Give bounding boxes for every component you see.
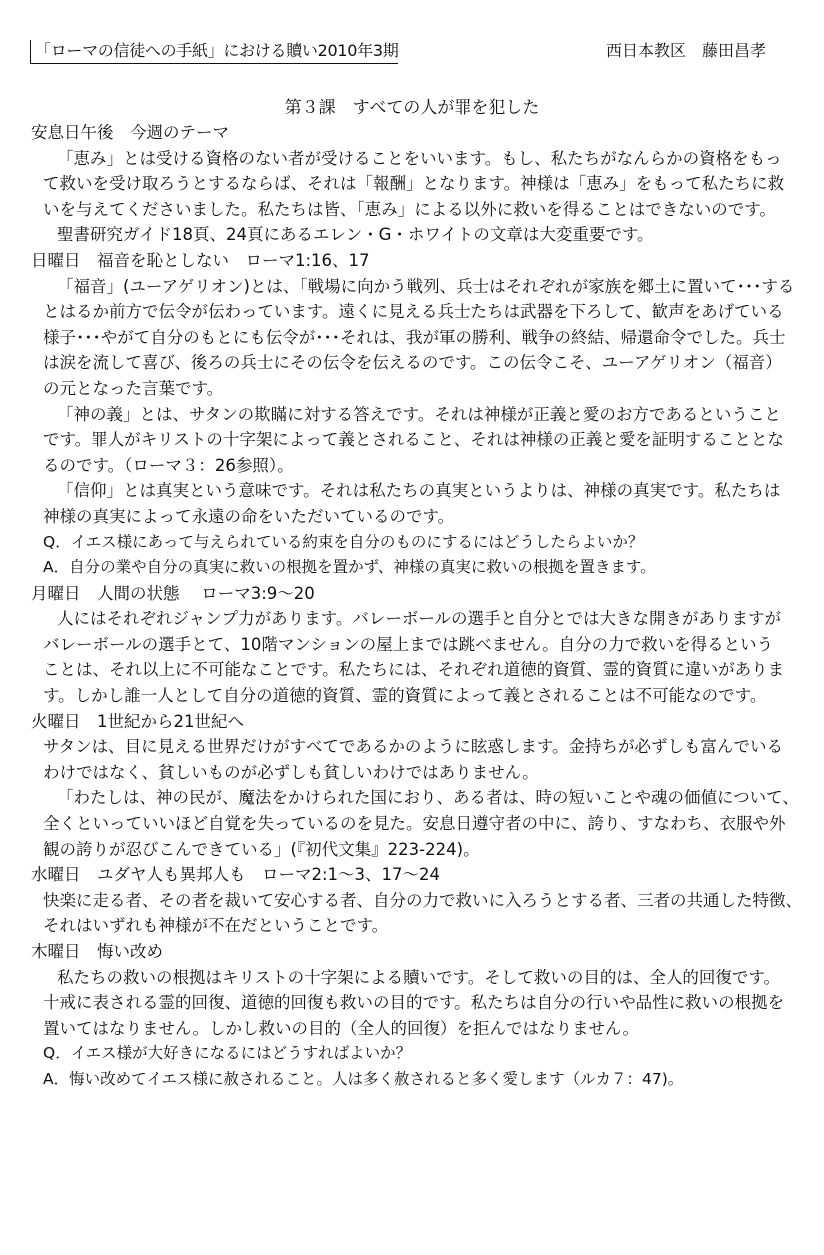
body-line: とはるか前方で伝令が伝わっています。遠くに見える兵士たちは武器を下ろして、歓声をあげている <box>43 302 784 322</box>
body-line: 置いてはなりません。しかし救いの目的（全人的回復）を拒んではなりません。 <box>43 1018 639 1038</box>
qa-line: Q．イエス様が大好きになるにはどうすればよいか？ <box>43 1044 412 1063</box>
section-heading: 火曜日 1世紀から21世紀へ <box>31 711 244 731</box>
body-line: わけではなく、貧しいものが必ずしも貧しいわけではありません。 <box>43 762 539 782</box>
document-header <box>30 40 794 66</box>
qa-line: Q．イエス様にあって与えられている約束を自分のものにするにはどうしたらよいか？ <box>43 532 644 551</box>
paragraph-first-line: 私たちの救いの根拠はキリストの十字架による贖いです。そして救いの目的は、全人的回復です。 <box>57 967 781 987</box>
paragraph-first-line: 人にはそれぞれジャンプ力があります。バレーボールの選手と自分とでは大きな開きがありますが <box>57 609 782 629</box>
body-line: は涙を流して喜び、後ろの兵士にその伝令を伝えるのです。この伝令こそ、ユーアゲリオン（福音） <box>43 353 782 373</box>
body-line: バレーボールの選手とて、10階マンションの屋上までは跳べません。自分の力で救いを得るという <box>43 634 774 654</box>
paragraph-first-line: 「わたしは、神の民が、魔法をかけられた国におり、ある者は、時の短いことや魂の価値について、 <box>57 788 799 808</box>
body-line: の元となった言葉です。 <box>43 378 224 398</box>
body-line: 観の誇りが忍びこんできている」(『初代文集』223-224)。 <box>43 839 480 859</box>
lesson-body <box>31 120 801 1093</box>
section-heading: 木曜日 悔い改め <box>31 942 163 961</box>
author-name: 西日本教区 藤田昌孝 <box>606 41 767 60</box>
body-line: て救いを受け取ろうとするならば、それは「報酬」となります。神様は「恵み」をもって私たちに救 <box>43 174 785 194</box>
section-heading: 水曜日 ユダヤ人も異邦人も ローマ2:1〜3、17〜24 <box>31 865 441 885</box>
qa-line: A．自分の業や自分の真実に救いの根拠を置かず、神様の真実に救いの根拠を置きます。 <box>43 558 656 577</box>
paragraph-first-line: 「神の義」とは、サタンの欺瞞に対する答えです。それは神様が正義と愛のお方であるということ <box>57 404 781 424</box>
body-line: るのです。（ローマ３：26参照）。 <box>43 455 294 475</box>
body-line: 神様の真実によって永遠の命をいただいているのです。 <box>43 506 455 526</box>
paragraph-first-line: 「恵み」とは受ける資格のない者が受けることをいいます。もし、私たちがなんらかの資格をもっ <box>57 148 782 168</box>
body-line: 全くといっていいほど自覚を失っているのを見た。安息日遵守者の中に、誇り、すなわち、衣服や外 <box>43 814 786 834</box>
body-line: いを与えてくださいました。私たちは皆、「恵み」による以外に救いを得ることはできないのです。 <box>43 199 776 219</box>
section-heading: 日曜日 福音を恥としない ローマ1:16、17 <box>31 250 370 270</box>
paragraph-first-line: 「信仰」とは真実という意味です。それは私たちの真実というよりは、神様の真実です。私たちは <box>57 481 781 501</box>
body-line: です。罪人がキリストの十字架によって義とされること、それは神様の正義と愛を証明することとな <box>43 430 784 450</box>
body-line: ことは、それ以上に不可能なことです。私たちには、それぞれ道徳的資質、霊的資質に違いがありま <box>43 660 785 680</box>
paragraph-first-line: 「福音」(ユーアゲリオン)とは、「戦場に向かう戦列、兵士はそれぞれが家族を郷土に置いて･･･する <box>57 276 795 296</box>
paragraph-first-line: 聖書研究ガイド18頁、24頁にあるエレン・G・ホワイトの文章は大変重要です。 <box>57 225 654 245</box>
series-title: 「ローマの信徒への手紙」における贖い2010年3期 <box>30 40 398 64</box>
qa-line: A．悔い改めてイエス様に赦されること。人は多く赦されると多く愛します（ルカ７：47)。 <box>43 1069 684 1088</box>
lesson-title: 第３課 すべての人が罪を犯した <box>284 98 540 118</box>
section-heading: 安息日午後 今週のテーマ <box>31 123 229 142</box>
body-line: それはいずれも神様が不在だということです。 <box>43 916 389 936</box>
body-line: 十戒に表される霊的回復、道徳的回復も救いの目的です。私たちは自分の行いや品性に救いの根拠を <box>43 993 785 1013</box>
body-line: す。しかし誰一人として自分の道徳的資質、霊的資質によって義とされることは不可能なのです。 <box>43 686 767 706</box>
body-line: 様子･･･やがて自分のもとにも伝令が･･･それは、我が軍の勝利、戦争の終結、帰還命令でした。兵士 <box>43 327 786 347</box>
section-heading: 月曜日 人間の状態 ローマ3:9〜20 <box>31 583 315 603</box>
body-line: 快楽に走る者、その者を裁いて安心する者、自分の力で救いに入ろうとする者、三者の共通した特徴、 <box>43 890 802 910</box>
body-line: サタンは、目に見える世界だけがすべてであるかのように眩惑します。金持ちが必ずしも富んでいる <box>43 737 784 757</box>
